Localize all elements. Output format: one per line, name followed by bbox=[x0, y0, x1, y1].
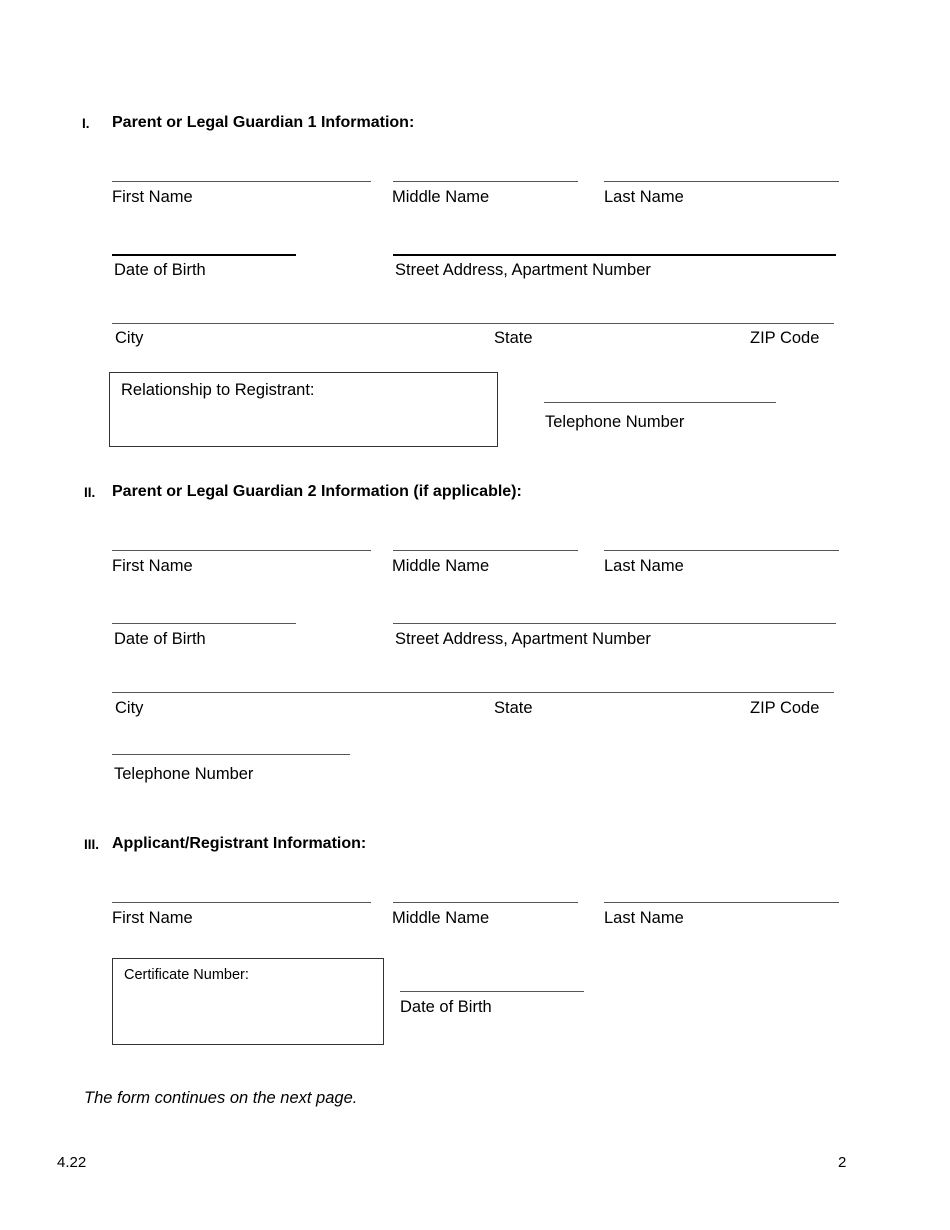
g1-dob-line[interactable] bbox=[112, 254, 296, 256]
g1-relationship-box[interactable] bbox=[109, 372, 498, 447]
g2-dob-label: Date of Birth bbox=[114, 630, 206, 648]
g1-state-label: State bbox=[494, 329, 533, 347]
g2-address-label: Street Address, Apartment Number bbox=[395, 630, 651, 648]
section3-title: Applicant/Registrant Information: bbox=[112, 835, 367, 852]
app-dob-line[interactable] bbox=[400, 991, 584, 992]
page-number: 2 bbox=[838, 1154, 847, 1171]
section1-numeral: I. bbox=[82, 116, 90, 131]
form-continues-note: The form continues on the next page. bbox=[84, 1089, 358, 1107]
app-first-name-line[interactable] bbox=[112, 902, 371, 903]
g1-telephone-label: Telephone Number bbox=[545, 413, 685, 431]
g2-first-name-label: First Name bbox=[112, 557, 193, 575]
section3-numeral: III. bbox=[84, 837, 100, 852]
g1-dob-label: Date of Birth bbox=[114, 261, 206, 279]
app-certificate-label: Certificate Number: bbox=[124, 967, 249, 983]
app-last-name-label: Last Name bbox=[604, 909, 684, 927]
g1-relationship-label: Relationship to Registrant: bbox=[121, 381, 315, 399]
g1-city-state-zip-line[interactable] bbox=[112, 323, 834, 324]
g2-telephone-label: Telephone Number bbox=[114, 765, 254, 783]
g1-last-name-line[interactable] bbox=[604, 181, 839, 182]
g1-zip-label: ZIP Code bbox=[750, 329, 820, 347]
g1-city-label: City bbox=[115, 329, 144, 347]
app-middle-name-line[interactable] bbox=[393, 902, 578, 903]
g2-state-label: State bbox=[494, 699, 533, 717]
g1-last-name-label: Last Name bbox=[604, 188, 684, 206]
g1-middle-name-line[interactable] bbox=[393, 181, 578, 182]
g1-address-label: Street Address, Apartment Number bbox=[395, 261, 651, 279]
g2-last-name-label: Last Name bbox=[604, 557, 684, 575]
g2-middle-name-line[interactable] bbox=[393, 550, 578, 551]
form-version: 4.22 bbox=[57, 1154, 87, 1171]
app-certificate-box[interactable] bbox=[112, 958, 384, 1045]
g2-last-name-line[interactable] bbox=[604, 550, 839, 551]
app-first-name-label: First Name bbox=[112, 909, 193, 927]
g2-dob-line[interactable] bbox=[112, 623, 296, 624]
g2-city-label: City bbox=[115, 699, 144, 717]
section2-title: Parent or Legal Guardian 2 Information (if applicable): bbox=[112, 483, 522, 500]
g1-telephone-line[interactable] bbox=[544, 402, 776, 403]
g1-address-line[interactable] bbox=[393, 254, 836, 256]
g1-first-name-label: First Name bbox=[112, 188, 193, 206]
g2-city-state-zip-line[interactable] bbox=[112, 692, 834, 693]
g1-middle-name-label: Middle Name bbox=[392, 188, 490, 206]
g2-first-name-line[interactable] bbox=[112, 550, 371, 551]
app-dob-label: Date of Birth bbox=[400, 998, 492, 1016]
section2-numeral: II. bbox=[84, 485, 96, 500]
g2-address-line[interactable] bbox=[393, 623, 836, 624]
app-last-name-line[interactable] bbox=[604, 902, 839, 903]
g2-zip-label: ZIP Code bbox=[750, 699, 820, 717]
g2-middle-name-label: Middle Name bbox=[392, 557, 490, 575]
g1-first-name-line[interactable] bbox=[112, 181, 371, 182]
section1-title: Parent or Legal Guardian 1 Information: bbox=[112, 114, 415, 131]
app-middle-name-label: Middle Name bbox=[392, 909, 490, 927]
g2-telephone-line[interactable] bbox=[112, 754, 350, 755]
